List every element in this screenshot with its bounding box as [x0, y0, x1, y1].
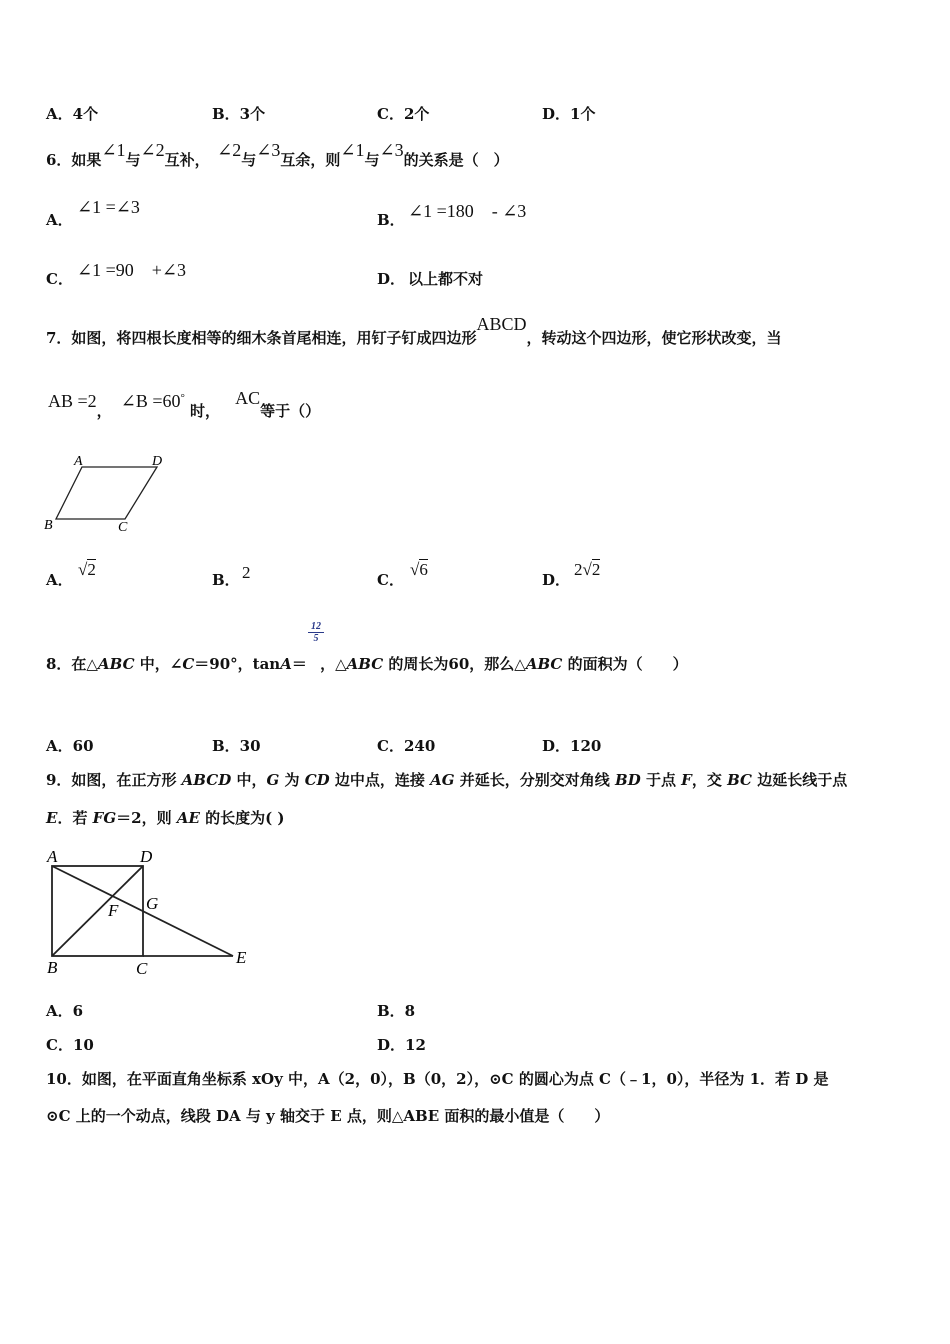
- q6-option-a-math: ∠1 =∠3: [77, 197, 140, 217]
- q8-option-a: A．60: [46, 737, 94, 755]
- q9-label-c: C: [136, 959, 148, 978]
- q7-option-a-label: A．: [46, 571, 73, 589]
- q10-stem-line1: 10．如图，在平面直角坐标系 xOy 中，A（2，0），B（0，2），⊙C 的圆心为点 C（﹣1，0），半径为 1．若 D 是: [46, 1070, 829, 1088]
- q6-option-b-math: ∠1 =180 - ∠3: [408, 201, 527, 221]
- q7-option-b-label: B．: [212, 571, 240, 589]
- q9-option-c: C．10: [46, 1036, 94, 1054]
- q6-option-c-label: C．: [46, 270, 73, 288]
- q6-option-d-label: D．: [377, 270, 406, 288]
- q6-option-b-label: B．: [377, 211, 405, 229]
- q9-option-b: B．8: [377, 1002, 416, 1020]
- sqrt-icon: √: [582, 560, 592, 579]
- q8-option-b: B．30: [212, 737, 261, 755]
- q6-option-d-text: 以上都不对: [408, 270, 484, 288]
- q6-option-a-label: A．: [46, 211, 73, 229]
- q9-label-g: G: [146, 894, 159, 913]
- sqrt-icon: √: [78, 560, 88, 579]
- q9-label-a: A: [47, 847, 58, 866]
- q7-rhombus-figure: [40, 452, 170, 535]
- q7-label-c: C: [118, 520, 128, 535]
- q7-label-d: D: [152, 454, 163, 469]
- q7-stem-line1: 7．如图，将四根长度相等的细木条首尾相连，用钉子钉成四边形ABCD，转动这个四边形，使它形状改变，当: [46, 314, 782, 347]
- q7-option-c-label: C．: [377, 571, 404, 589]
- q9-label-f: F: [108, 901, 119, 920]
- q8-fraction: 12 5: [308, 621, 324, 645]
- q7-option-a-value: √2: [78, 560, 96, 579]
- sqrt-icon: √: [410, 560, 420, 579]
- q7-option-d-label: D．: [542, 571, 571, 589]
- q9-square-figure: [40, 846, 260, 981]
- q6-stem: 6．如果∠1与∠2互补， ∠2与∠3互余，则∠1与∠3的关系是（ ）: [46, 140, 509, 169]
- q7-option-b-value: 2: [242, 563, 251, 582]
- q10-stem-line2: ⊙C 上的一个动点，线段 DA 与 y 轴交于 E 点，则△ABE 面积的最小值是（ ）: [46, 1107, 610, 1125]
- q9-option-d: D．12: [377, 1036, 426, 1054]
- q9-stem-line2: E．若 FG＝2，则 AE 的长度为( ): [46, 809, 285, 827]
- q5-option-a: A．4个: [46, 105, 99, 123]
- q9-option-a: A．6: [46, 1002, 84, 1020]
- q8-option-d: D．120: [542, 737, 602, 755]
- q8-option-c: C．240: [377, 737, 436, 755]
- q7-rhombus: [56, 467, 157, 519]
- q7-option-c-value: √6: [410, 560, 428, 579]
- q5-option-b: B．3个: [212, 105, 266, 123]
- q7-label-b: B: [44, 518, 53, 533]
- q5-option-c: C．2个: [377, 105, 430, 123]
- q9-diagonal-bd: [52, 866, 143, 956]
- q8-stem: 8．在△ABC 中，∠C＝90°，tanA＝ ，△ABC 的周长为60，那么△ABC 的面积为（ ）: [46, 655, 688, 673]
- q9-stem-line1: 9．如图，在正方形 ABCD 中，G 为 CD 边中点，连接 AG 并延长，分别交对角线 BD 于点 F，交 BC 边延长线于点: [46, 771, 848, 789]
- q7-option-d-value: 2√2: [574, 560, 601, 579]
- q9-label-b: B: [47, 958, 58, 977]
- q7-label-a: A: [74, 454, 83, 469]
- q9-label-e: E: [236, 948, 247, 967]
- q5-option-d: D．1个: [542, 105, 596, 123]
- q7-stem-line2: AB =2， ∠B =60° 时， AC等于（）: [48, 388, 321, 420]
- q9-label-d: D: [140, 847, 153, 866]
- q6-option-c-math: ∠1 =90 +∠3: [77, 260, 186, 280]
